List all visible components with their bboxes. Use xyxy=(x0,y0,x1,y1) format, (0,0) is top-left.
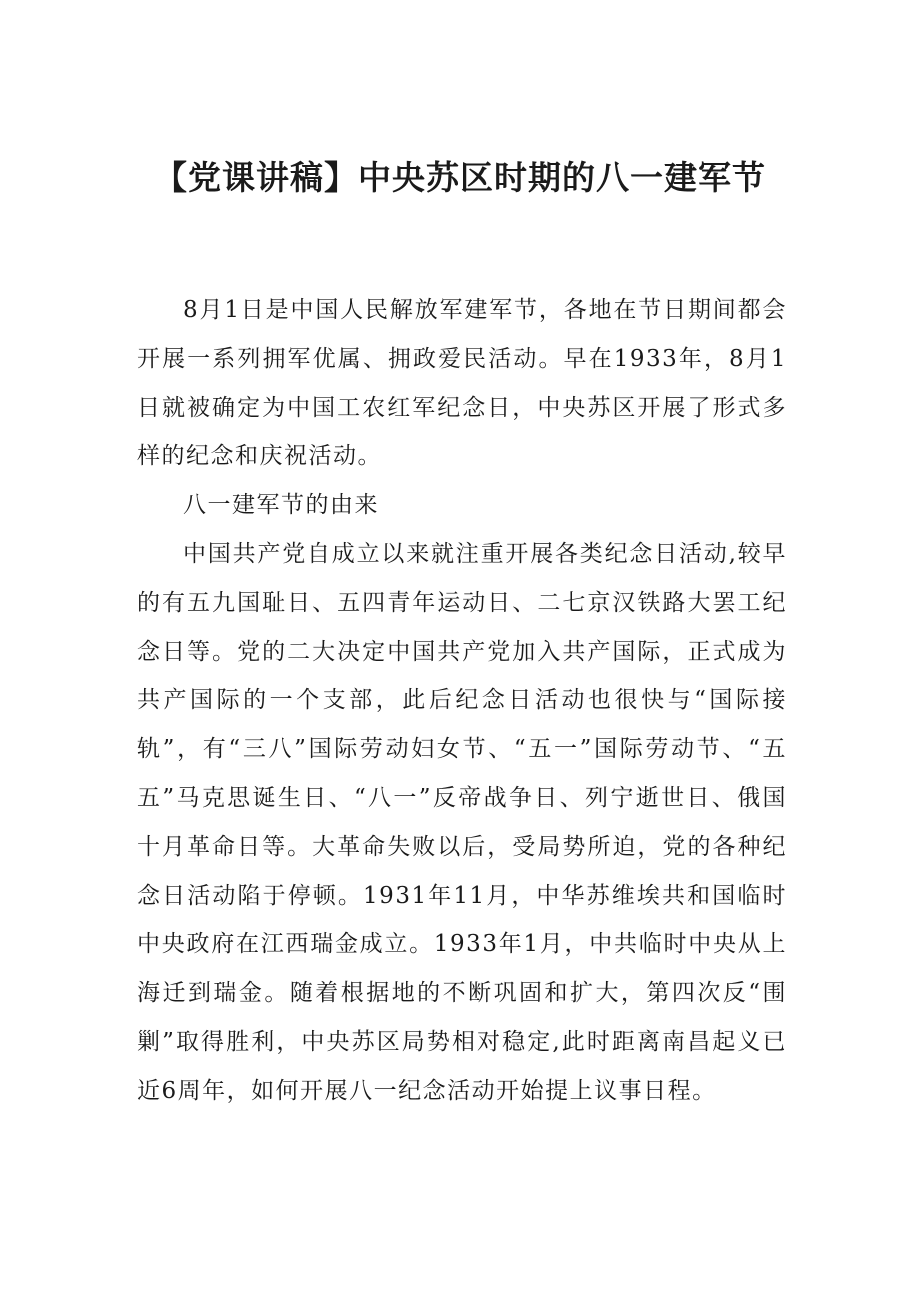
section-heading: 八一建军节的由来 xyxy=(183,492,379,519)
paragraph-origin: 中国共产党自成立以来就注重开展各类纪念日活动,较早的有五九国耻日、五四青年运动日、二七京汉铁路大罢工纪念日等。党的二大决定中国共产党加入共产国际，正式成为共产国际的一个支部，此后纪念日活动也很快与“国际接轨”，有“三八”国际劳动妇女节、“五一”国际劳动节、“五五”马克思诞生日、“八一”反帝战争日、列宁逝世日、俄国十月革命日等。大革命失败以后，受局势所迫，党的各种纪念日活动陷于停顿。1931年11月，中华苏维埃共和国临时中央政府在江西瑞金成立。1933年1月，中共临时中央从上海迁到瑞金。随着根据地的不断巩固和扩大，第四次反“围剿”取得胜利，中央苏区局势相对稳定,此时距离南昌起义已近6周年，如何开展八一纪念活动开始提上议事日程。 xyxy=(137,540,787,1104)
paragraph-intro: 8月1日是中国人民解放军建军节，各地在节日期间都会开展一系列拥军优属、拥政爱民活动。早在1933年，8月1日就被确定为中国工农红军纪念日，中央苏区开展了形式多样的纪念和庆祝活动。 xyxy=(137,297,787,470)
document-title: 【党课讲稿】中央苏区时期的八一建军节 xyxy=(154,158,766,197)
document-body xyxy=(137,286,787,1116)
